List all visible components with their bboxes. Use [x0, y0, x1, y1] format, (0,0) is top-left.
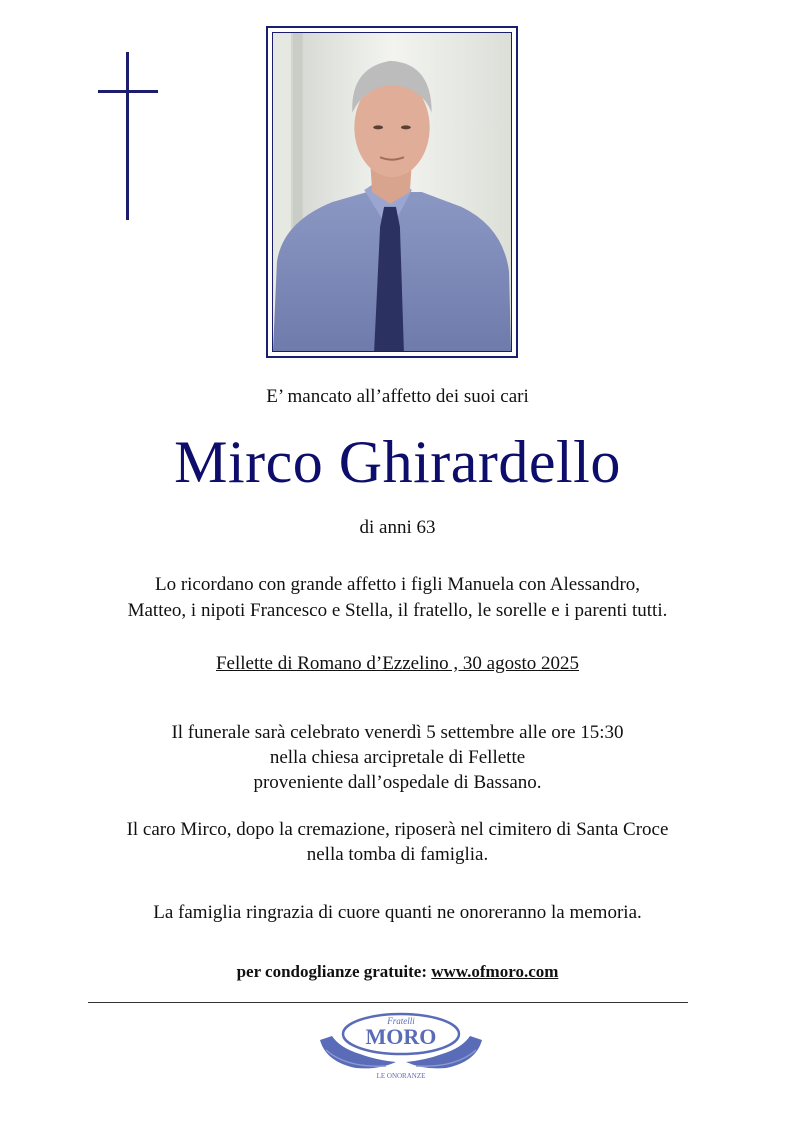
family-paragraph: [0, 572, 795, 624]
funeral-paragraph: [0, 720, 795, 795]
condolences-label: per condoglianze gratuite:: [236, 962, 432, 981]
deceased-name: Mirco Ghirardello: [174, 429, 621, 495]
cremation-paragraph: [0, 817, 795, 867]
family-line: Lo ricordano con grande affetto i figli Manuela con Alessandro,: [154, 574, 641, 595]
cremation-line: nella tomba di famiglia.: [306, 844, 489, 865]
logo-name-text: MORO: [365, 1024, 437, 1049]
thanks-text: La famiglia ringrazia di cuore quanti ne onoreranno la memoria.: [153, 902, 642, 923]
funeral-line: nella chiesa arcipretale di Fellette: [269, 747, 526, 768]
logo-bottom-text: LE ONORANZE: [376, 1072, 426, 1080]
website-link[interactable]: www.ofmoro.com: [431, 962, 559, 981]
divider: [88, 1002, 688, 1003]
cremation-line: Il caro Mirco, dopo la cremazione, riposerà nel cimitero di Santa Croce: [126, 819, 669, 840]
portrait-photo-frame: [266, 26, 518, 358]
cross-icon: [98, 52, 158, 220]
age-text: di anni 63: [359, 517, 436, 538]
moro-logo: [316, 1010, 486, 1086]
place-date-text: Fellette di Romano d’Ezzelino , 30 agosto 2025: [215, 653, 580, 674]
funeral-line: Il funerale sarà celebrato venerdì 5 settembre alle ore 15:30: [171, 722, 624, 743]
funeral-line: proveniente dall’ospedale di Bassano.: [253, 772, 542, 793]
portrait-photo: [272, 32, 512, 352]
family-line: Matteo, i nipoti Francesco e Stella, il fratello, le sorelle e i parenti tutti.: [127, 600, 668, 621]
logo-top-text: Fratelli: [387, 1016, 415, 1026]
place-date: [0, 653, 795, 675]
intro-text: E’ mancato all’affetto dei suoi cari: [266, 386, 529, 407]
condolences-line: [0, 962, 795, 982]
